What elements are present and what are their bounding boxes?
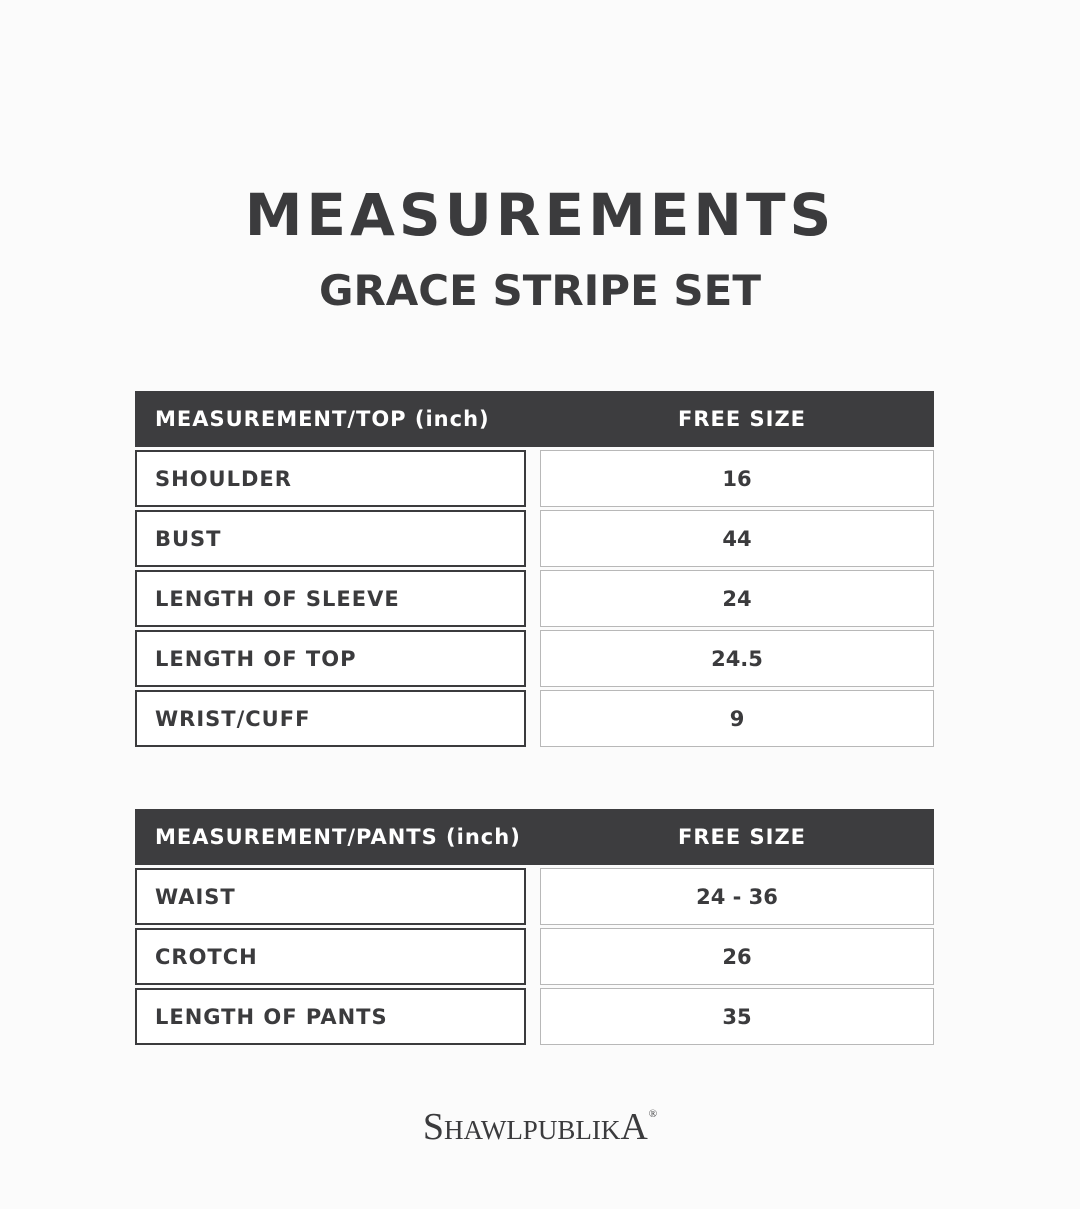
row-label: WAIST [135, 868, 526, 925]
row-label: BUST [135, 510, 526, 567]
table-row [135, 630, 934, 687]
page-title: MEASUREMENTS [244, 181, 836, 249]
top-measurements-table [135, 391, 934, 747]
logo-first-letter: S [422, 1106, 444, 1148]
table-row [135, 868, 934, 925]
row-label: LENGTH OF SLEEVE [135, 570, 526, 627]
row-value: 24 - 36 [540, 868, 934, 925]
table-header [135, 809, 934, 865]
row-value: 44 [540, 510, 934, 567]
row-label: WRIST/CUFF [135, 690, 526, 747]
header-measurement-label: MEASUREMENT/PANTS (inch) [155, 825, 521, 849]
logo-last-letter: A [620, 1106, 648, 1148]
row-value: 26 [540, 928, 934, 985]
table-row [135, 510, 934, 567]
row-label: CROTCH [135, 928, 526, 985]
logo-middle: HAWLPUBLIK [444, 1115, 621, 1145]
table-row [135, 450, 934, 507]
table-row [135, 570, 934, 627]
row-value: 24 [540, 570, 934, 627]
header-size-label: FREE SIZE [677, 407, 807, 431]
row-value: 35 [540, 988, 934, 1045]
row-label: LENGTH OF TOP [135, 630, 526, 687]
registered-mark-icon: ® [648, 1108, 658, 1120]
table-row [135, 690, 934, 747]
pants-measurements-table [135, 809, 934, 1045]
row-value: 16 [540, 450, 934, 507]
brand-logo [0, 1105, 1080, 1149]
row-label: SHOULDER [135, 450, 526, 507]
page-subtitle: GRACE STRIPE SET [318, 266, 761, 315]
table-header [135, 391, 934, 447]
row-value: 9 [540, 690, 934, 747]
table-row [135, 928, 934, 985]
row-label: LENGTH OF PANTS [135, 988, 526, 1045]
row-value: 24.5 [540, 630, 934, 687]
header-size-label: FREE SIZE [677, 825, 807, 849]
table-row [135, 988, 934, 1045]
header-measurement-label: MEASUREMENT/TOP (inch) [155, 407, 490, 431]
